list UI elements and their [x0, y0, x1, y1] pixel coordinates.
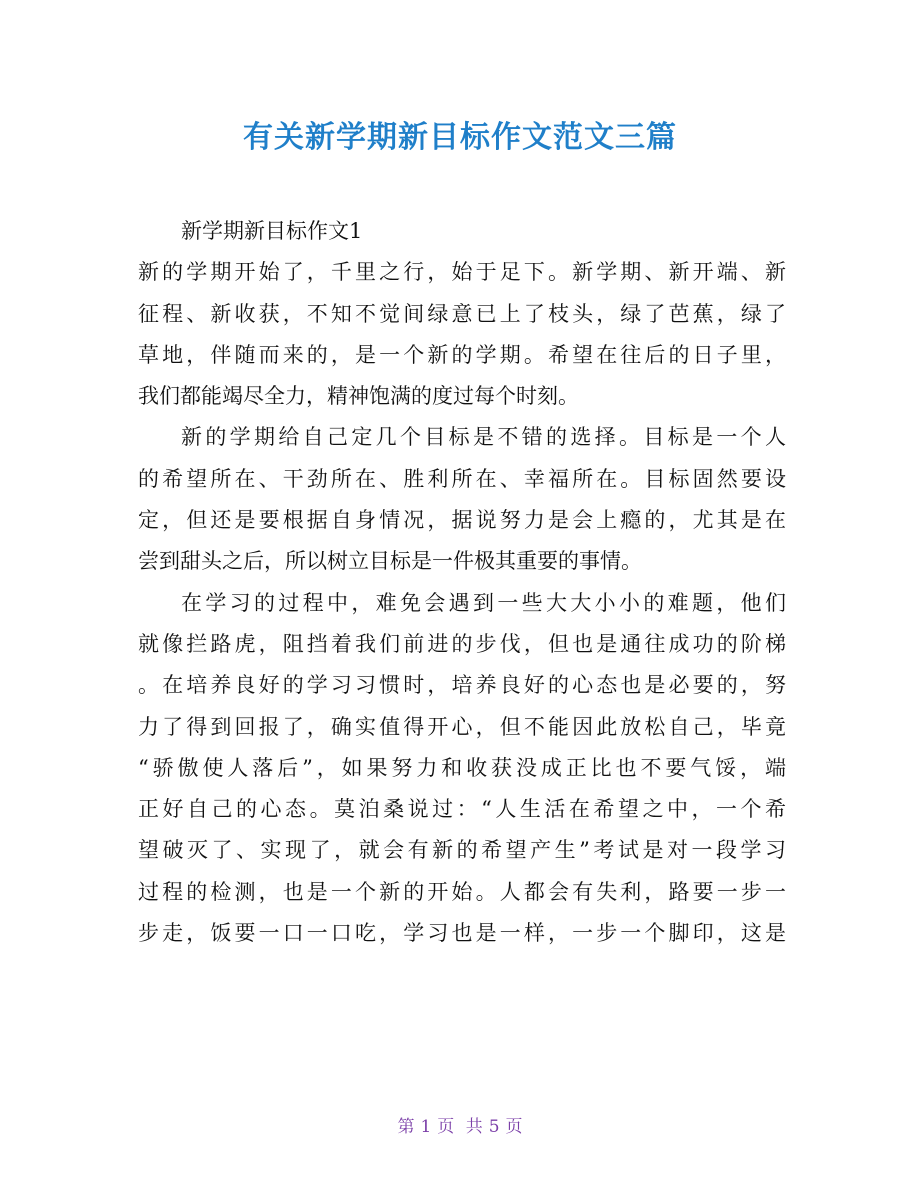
paragraph-line: 力了得到回报了，确实值得开心，但不能因此放松自己，毕竟	[138, 714, 786, 739]
footer-page-number: 1	[420, 1117, 432, 1137]
document-body	[138, 211, 786, 954]
paragraph-line: 新的学期开始了，千里之行，始于足下。新学期、新开端、新	[138, 260, 786, 285]
paragraph-line: 在学习的过程中，难免会遇到一些大大小小的难题，他们	[181, 590, 786, 615]
paragraph-line: 。在培养良好的学习习惯时，培养良好的心态也是必要的，努	[138, 673, 786, 698]
paragraph-line: 定，但还是要根据自身情况，据说努力是会上瘾的，尤其是在	[138, 508, 786, 533]
footer-total-pages: 5	[488, 1117, 500, 1137]
section-heading: 新学期新目标作文1	[181, 219, 363, 243]
paragraph-line: 新的学期给自己定几个目标是不错的选择。目标是一个人	[181, 425, 786, 450]
paragraph-line: 过程的检测，也是一个新的开始。人都会有失利，路要一步一	[138, 879, 786, 904]
footer-suffix: 页	[505, 1117, 523, 1137]
paragraph-line: 征程、新收获，不知不觉间绿意已上了枝头，绿了芭蕉，绿了	[138, 301, 786, 326]
paragraph-line: 正好自己的心态。莫泊桑说过：“人生活在希望之中，一个希	[138, 797, 786, 822]
paragraph-line: 步走，饭要一口一口吃，学习也是一样，一步一个脚印，这是	[138, 921, 786, 946]
page-footer	[0, 1112, 920, 1137]
paragraph-line: 就像拦路虎，阻挡着我们前进的步伐，但也是通往成功的阶梯	[138, 631, 786, 656]
paragraph-line: 草地，伴随而来的，是一个新的学期。希望在往后的日子里，	[138, 342, 786, 367]
paragraph-line: 尝到甜头之后，所以树立目标是一件极其重要的事情。	[138, 549, 642, 574]
paragraph-line: 的希望所在、干劲所在、胜利所在、幸福所在。目标固然要设	[138, 466, 786, 491]
paragraph-line: “骄傲使人落后”，如果努力和收获没成正比也不要气馁，端	[138, 755, 786, 780]
footer-mid: 页 共	[437, 1117, 483, 1137]
paragraph-line: 望破灭了、实现了，就会有新的希望产生”考试是对一段学习	[138, 838, 786, 863]
document-title: 有关新学期新目标作文范文三篇	[243, 120, 677, 155]
footer-prefix: 第	[397, 1117, 415, 1137]
paragraph-line: 我们都能竭尽全力，精神饱满的度过每个时刻。	[138, 384, 579, 409]
